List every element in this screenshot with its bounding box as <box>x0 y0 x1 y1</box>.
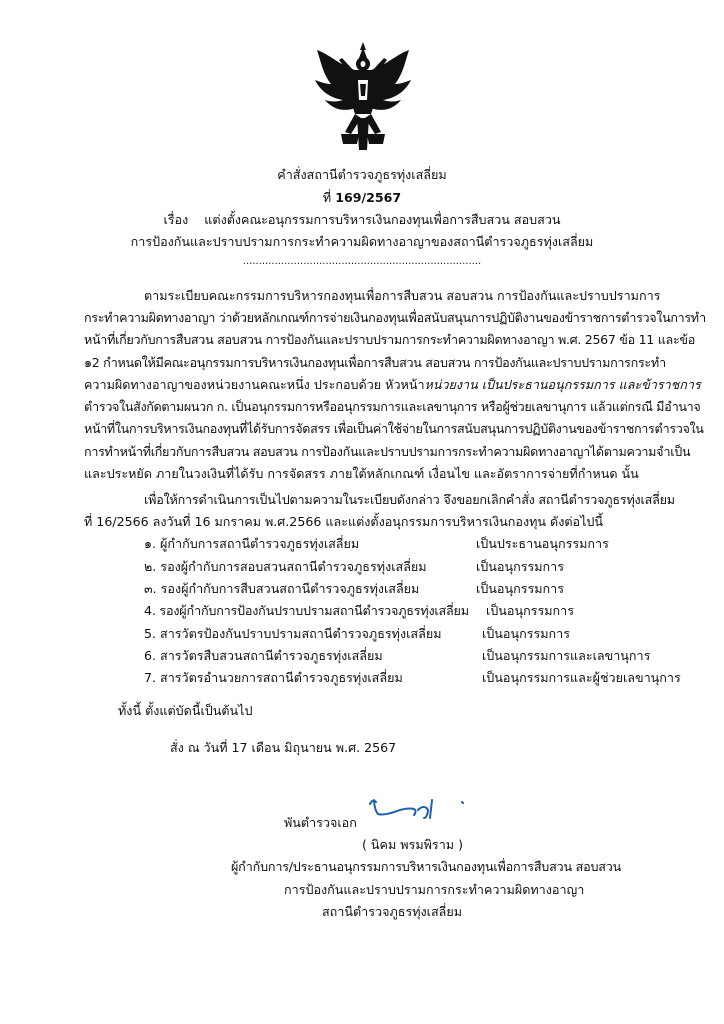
signer-title-2: การป้องกันและปราบปรามการกระทำความผิดทางอาญา <box>284 882 585 897</box>
garuda-emblem-icon <box>311 40 415 152</box>
member-3-role: เป็นอนุกรรมการ <box>476 581 564 596</box>
para2-line-1: เพื่อให้การดำเนินการเป็นไปตามความในระเบียบดังกล่าว จึงขอยกเลิกคำสั่ง สถานีตำรวจภูธรทุ่งเสลี่ยม <box>144 492 675 507</box>
subject-text-1: แต่งตั้งคณะอนุกรรมการบริหารเงินกองทุนเพื่อการสืบสวน สอบสวน <box>204 212 561 227</box>
member-6-name: 6. สารวัตรสืบสวนสถานีตำรวจภูธรทุ่งเสลี่ยม <box>144 648 383 663</box>
subject-line-1 <box>0 209 724 230</box>
member-4-role: เป็นอนุกรรมการ <box>486 603 574 618</box>
para1-line-7: หน้าที่ในการบริหารเงินกองทุนที่ได้รับการจัดสรร เพื่อเป็นค่าใช้จ่ายในการสนับสนุนการปฏิบัติงานของข้าราชการตำรวจใน <box>84 421 704 436</box>
signer-title-1: ผู้กำกับการ/ประธานอนุกรรมการบริหารเงินกองทุนเพื่อการสืบสวน สอบสวน <box>231 859 622 874</box>
para1-line-5 <box>84 374 701 395</box>
header-separator: ........................................................................... <box>242 256 482 267</box>
para2-line-2: ที่ 16/2566 ลงวันที่ 16 มกราคม พ.ศ.2566 และแต่งตั้งอนุกรรมการบริหารเงินกองทุน ดังต่อไปนี้ <box>84 514 604 529</box>
para1-line-3: หน้าที่เกี่ยวกับการสืบสวน สอบสวน การป้องกันและปราบปรามการกระทำความผิดทางอาญา พ.ศ. 2567 ข้อ 11 และข้อ <box>84 332 695 347</box>
member-1-role: เป็นประธานอนุกรรมการ <box>476 536 609 551</box>
para1-line-8: การทำหน้าที่เกี่ยวกับการสืบสวน สอบสวน การป้องกันและปราบปรามการกระทำความผิดทางอาญาได้ตามความจำเป็น <box>84 444 691 459</box>
date-statement: สั่ง ณ วันที่ 17 เดือน มิถุนายน พ.ศ. 2567 <box>170 740 397 755</box>
para1-line-6: ตำรวจในสังกัดตามผนวก ก. เป็นอนุกรรมการหรืออนุกรรมการและเลขานุการ หรือผู้ช่วยเลขานุการ แล้วแต่กรณี มีอำนาจ <box>84 399 701 414</box>
member-6-role: เป็นอนุกรรมการและเลขานุการ <box>482 648 651 663</box>
para1-line-9: และประหยัด ภายในวงเงินที่ได้รับ การจัดสรร ภายใต้หลักเกณฑ์ เงื่อนไข และอัตราการจ่ายที่กำหนด นั้น <box>84 466 639 481</box>
member-5-name: 5. สารวัตรป้องกันปราบปรามสถานีตำรวจภูธรทุ่งเสลี่ยม <box>144 626 442 641</box>
effective-statement: ทั้งนี้ ตั้งแต่บัดนี้เป็นต้นไป <box>118 703 253 718</box>
order-org-title: คำสั่งสถานีตำรวจภูธรทุ่งเสลี่ยม <box>277 167 447 182</box>
para1-line-5b: หน่วยงาน เป็นประธานอนุกรรมการ และข้าราชการ <box>424 377 701 392</box>
member-7-name: 7. สารวัตรอำนวยการสถานีตำรวจภูธรทุ่งเสลี่ยม <box>144 670 403 685</box>
member-2-name: ๒. รองผู้กำกับการสอบสวนสถานีตำรวจภูธรทุ่งเสลี่ยม <box>144 559 427 574</box>
signer-title-3: สถานีตำรวจภูธรทุ่งเสลี่ยม <box>322 904 463 919</box>
order-number-label: ที่ <box>322 190 332 205</box>
signer-rank: พันตำรวจเอก <box>284 815 357 830</box>
para1-line-5a: ความผิดทางอาญาของหน่วยงานคณะหนึ่ง ประกอบด้วย หัวหน้า <box>84 377 425 392</box>
member-1-name: ๑. ผู้กำกับการสถานีตำรวจภูธรทุ่งเสลี่ยม <box>144 536 360 551</box>
member-3-name: ๓. รองผู้กำกับการสืบสวนสถานีตำรวจภูธรทุ่งเสลี่ยม <box>144 581 420 596</box>
handwritten-signature-icon <box>366 794 470 824</box>
order-number-line <box>0 187 724 208</box>
member-2-role: เป็นอนุกรรมการ <box>476 559 564 574</box>
member-5-role: เป็นอนุกรรมการ <box>482 626 570 641</box>
order-number: 169/2567 <box>335 190 402 205</box>
subject-label: เรื่อง <box>163 212 189 227</box>
member-4-name: 4. รองผู้กำกับการป้องกันปราบปรามสถานีตำรวจภูธรทุ่งเสลี่ยม <box>144 603 469 618</box>
member-7-role: เป็นอนุกรรมการและผู้ช่วยเลขานุการ <box>482 670 681 685</box>
para1-line-1: ตามระเบียบคณะกรรมการบริหารกองทุนเพื่อการสืบสวน สอบสวน การป้องกันและปราบปรามการ <box>144 288 661 303</box>
para1-line-4: ๑2 กำหนดให้มีคณะอนุกรรมการบริหารเงินกองทุนเพื่อการสืบสวน สอบสวน การป้องกันและปราบปรามการกระทำ <box>84 355 666 370</box>
subject-text-2: การป้องกันและปราบปรามการกระทำความผิดทางอาญาของสถานีตำรวจภูธรทุ่งเสลี่ยม <box>130 234 594 249</box>
para1-line-2: กระทำความผิดทางอาญา ว่าด้วยหลักเกณฑ์การจ่ายเงินกองทุนเพื่อสนับสนุนการปฏิบัติงานของข้าราชการตำรวจในการทำ <box>84 310 706 325</box>
signer-name: ( นิคม พรมพิราม ) <box>362 837 463 852</box>
